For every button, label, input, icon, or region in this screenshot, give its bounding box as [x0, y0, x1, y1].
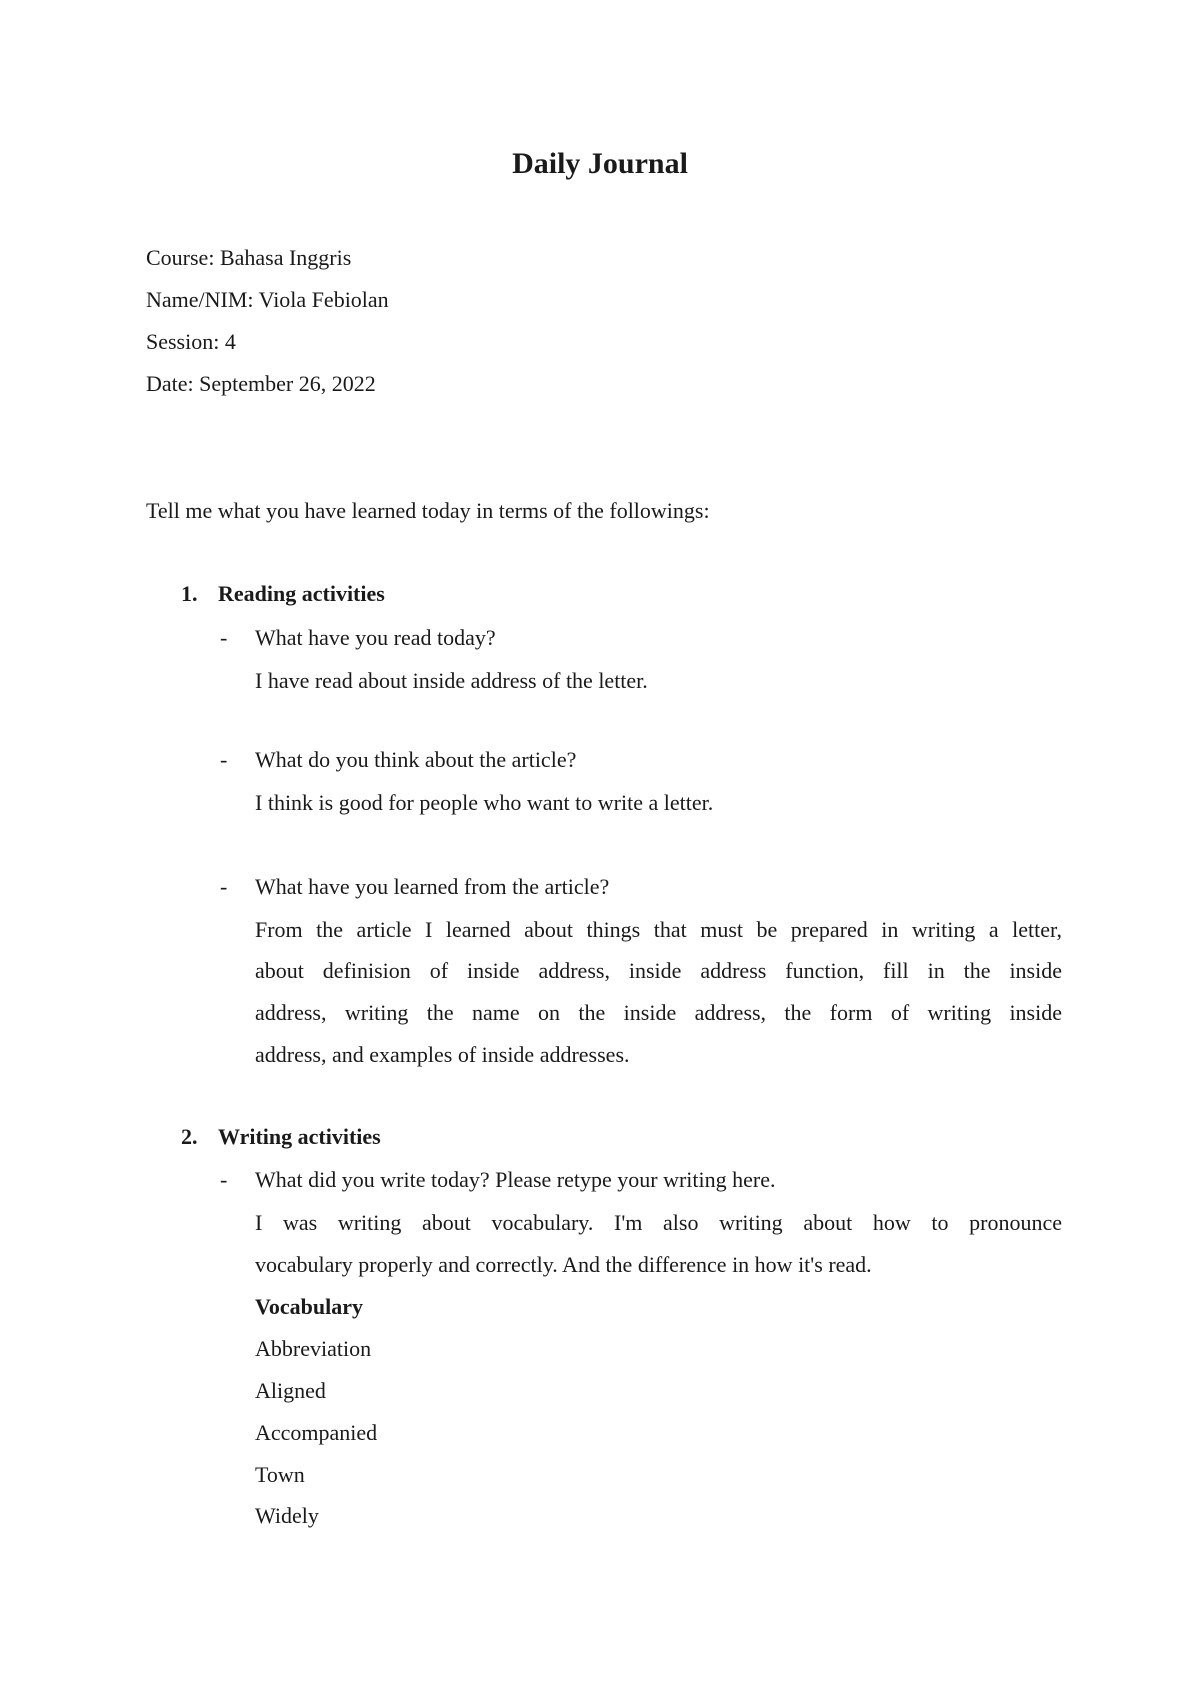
bullet-dash: - — [220, 747, 228, 772]
section-heading-reading: Reading activities — [218, 581, 385, 606]
vocabulary-item: Aligned — [255, 1378, 326, 1403]
name-line: Name/NIM: Viola Febiolan — [146, 287, 389, 312]
vocabulary-item: Abbreviation — [255, 1336, 372, 1361]
vocabulary-item: Town — [255, 1462, 305, 1487]
answer-text: address, and examples of inside addresses. — [255, 1042, 630, 1067]
answer-text: vocabulary properly and correctly. And the difference in how it's read. — [255, 1252, 872, 1277]
session-line: Session: 4 — [146, 329, 236, 354]
answer-text: From the article I learned about things that must be prepared in writing a letter, — [255, 917, 1062, 942]
question-text: What have you learned from the article? — [255, 874, 610, 899]
bullet-dash: - — [220, 874, 228, 899]
page-title: Daily Journal — [512, 147, 688, 180]
bullet-dash: - — [220, 625, 228, 650]
section-number: 2. — [181, 1124, 198, 1149]
date-line: Date: September 26, 2022 — [146, 371, 376, 396]
answer-text: I think is good for people who want to write a letter. — [255, 790, 714, 815]
course-line: Course: Bahasa Inggris — [146, 245, 352, 270]
answer-text: I was writing about vocabulary. I'm also writing about how to pronounce — [255, 1210, 1062, 1235]
bullet-dash: - — [220, 1167, 228, 1192]
answer-text: I have read about inside address of the letter. — [255, 668, 648, 693]
question-text: What do you think about the article? — [255, 747, 577, 772]
vocabulary-item: Widely — [255, 1503, 319, 1528]
question-text: What did you write today? Please retype your writing here. — [255, 1167, 776, 1192]
vocabulary-item: Accompanied — [255, 1420, 378, 1445]
intro-text: Tell me what you have learned today in terms of the followings: — [146, 498, 710, 523]
answer-text: about definision of inside address, inside address function, fill in the inside — [255, 958, 1062, 983]
answer-text: address, writing the name on the inside address, the form of writing inside — [255, 1000, 1062, 1025]
question-text: What have you read today? — [255, 625, 496, 650]
section-heading-writing: Writing activities — [218, 1124, 381, 1149]
vocabulary-heading: Vocabulary — [255, 1294, 363, 1319]
section-number: 1. — [181, 581, 198, 606]
